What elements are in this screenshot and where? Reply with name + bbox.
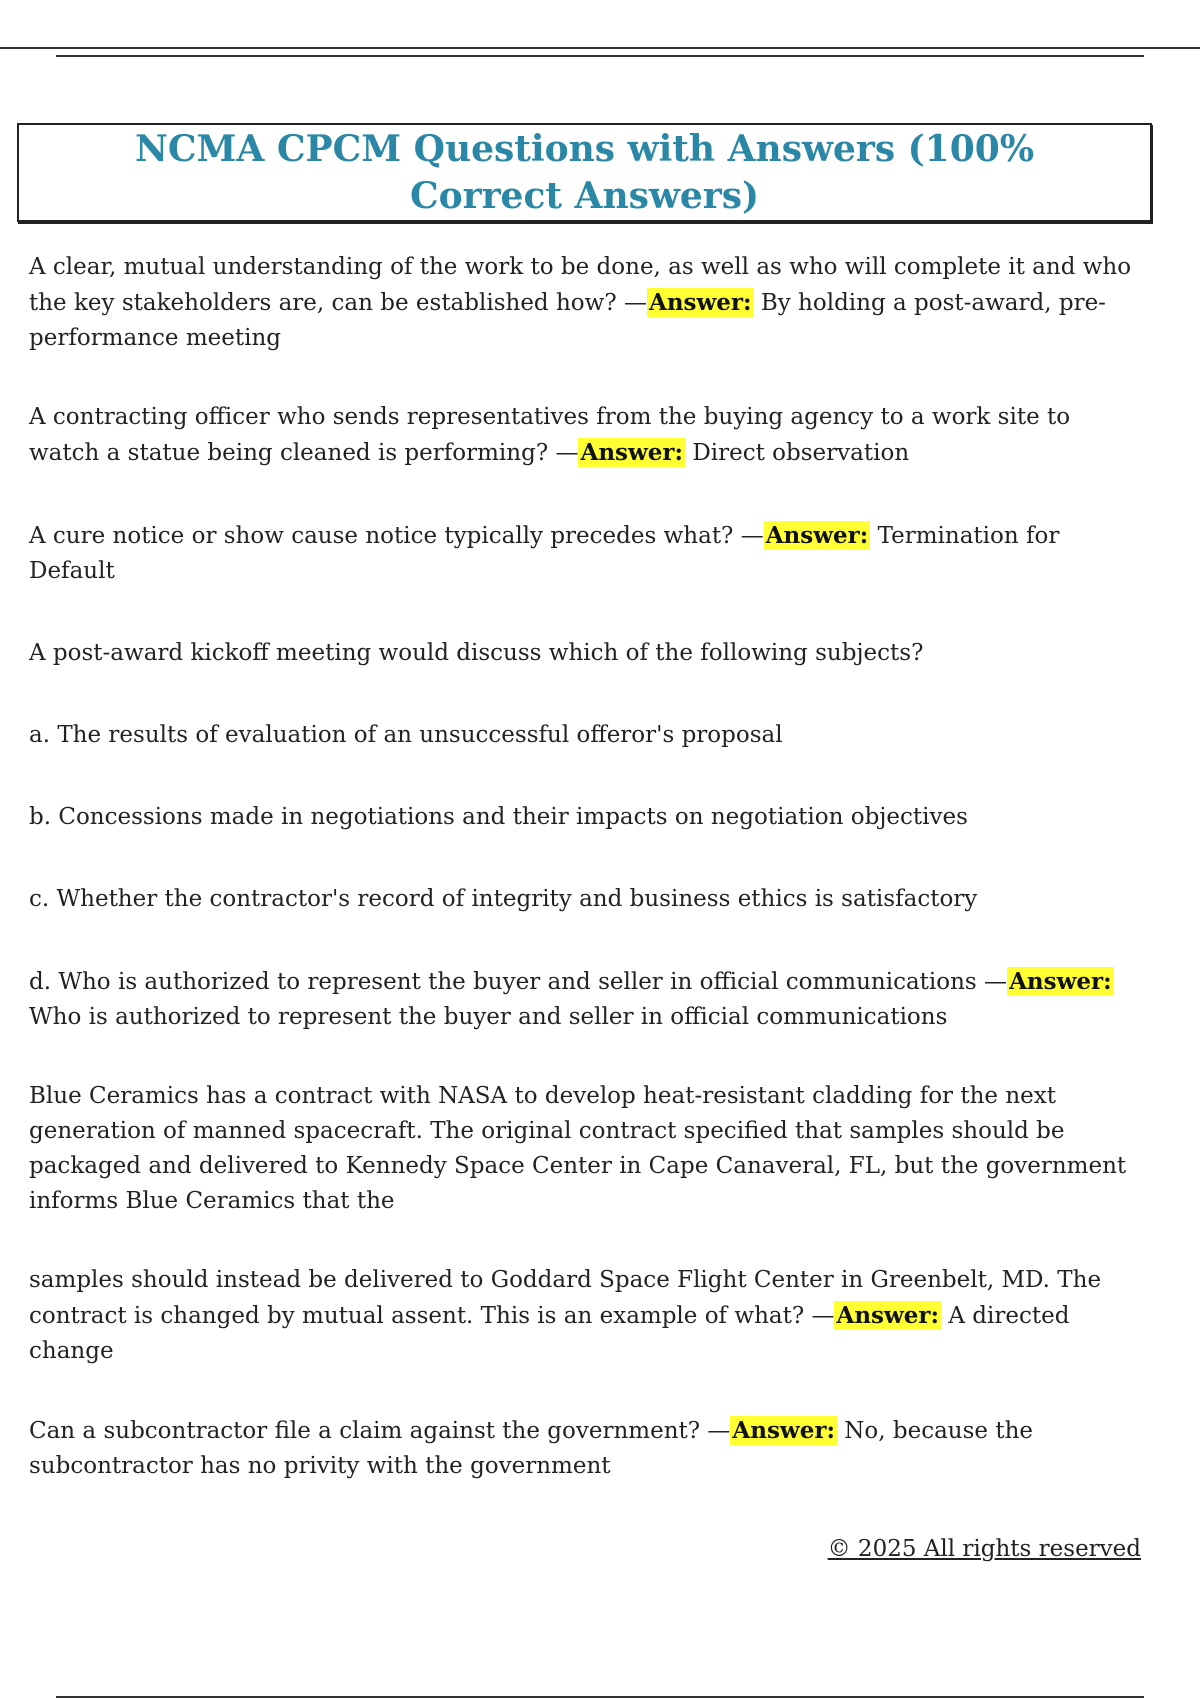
qa-item <box>29 400 1145 471</box>
title-box <box>17 123 1152 222</box>
qa-item <box>29 1079 1145 1219</box>
qa-content <box>29 250 1145 1528</box>
answer-text: A directed change <box>29 1303 1070 1364</box>
question-text: Can a subcontractor file a claim against the government? — <box>29 1418 731 1444</box>
copyright-footer: © 2025 All rights reserved <box>827 1536 1141 1562</box>
option-c <box>29 882 1145 917</box>
question-text: A cure notice or show cause notice typically precedes what? — <box>29 523 764 549</box>
answer-label: Answer: <box>765 522 869 549</box>
answer-text: Termination for Default <box>29 523 1060 584</box>
answer-label: Answer: <box>836 1302 940 1329</box>
option-a <box>29 718 1145 753</box>
question-text: A contracting officer who sends representatives from the buying agency to a work site to watch a statue being cleaned is performing? — <box>29 404 1071 466</box>
question-text: A post-award kickoff meeting would discuss which of the following subjects? <box>29 640 924 666</box>
option-text: a. The results of evaluation of an unsuccessful offeror's proposal <box>29 722 783 748</box>
document-title: NCMA CPCM Questions with Answers (100% Correct Answers) <box>134 127 1035 217</box>
option-d <box>29 964 1145 1035</box>
answer-text: Who is authorized to represent the buyer and seller in official communications <box>29 1004 948 1030</box>
question-text: samples should instead be delivered to Goddard Space Flight Center in Greenbelt, MD. The contract is changed by mutual assent. This is an example of what? — <box>29 1267 1102 1329</box>
option-text: b. Concessions made in negotiations and their impacts on negotiation objectives <box>29 804 968 830</box>
option-text: d. Who is authorized to represent the buyer and seller in official communications — <box>29 969 1008 995</box>
qa-item <box>29 518 1145 589</box>
answer-label: Answer: <box>648 289 752 316</box>
answer-label: Answer: <box>1009 968 1112 995</box>
top-rule-outer <box>0 47 1200 49</box>
answer-label: Answer: <box>580 439 684 466</box>
qa-item <box>29 1263 1145 1369</box>
answer-label: Answer: <box>732 1417 835 1444</box>
qa-item <box>29 636 1145 671</box>
question-text: Blue Ceramics has a contract with NASA to develop heat-resistant cladding for the next generation of manned spacecraft. The original contract specified that samples should be packaged and delivered to Kennedy Space Center in Cape Canaveral, FL, but the government informs Blue Ceramics that the <box>29 1083 1127 1214</box>
answer-text: No, because the subcontractor has no privity with the government <box>29 1418 1033 1479</box>
option-text: c. Whether the contractor's record of integrity and business ethics is satisfactory <box>29 886 978 912</box>
top-rule-inner <box>56 55 1144 57</box>
question-text: A clear, mutual understanding of the work to be done, as well as who will complete it and who the key stakeholders are, can be established how? — <box>29 254 1132 316</box>
qa-item <box>29 250 1145 356</box>
bottom-rule <box>56 1696 1144 1698</box>
answer-text: By holding a post-award, pre-performance meeting <box>29 290 1106 351</box>
qa-item <box>29 1413 1145 1484</box>
option-b <box>29 800 1145 835</box>
answer-text: Direct observation <box>692 440 910 466</box>
